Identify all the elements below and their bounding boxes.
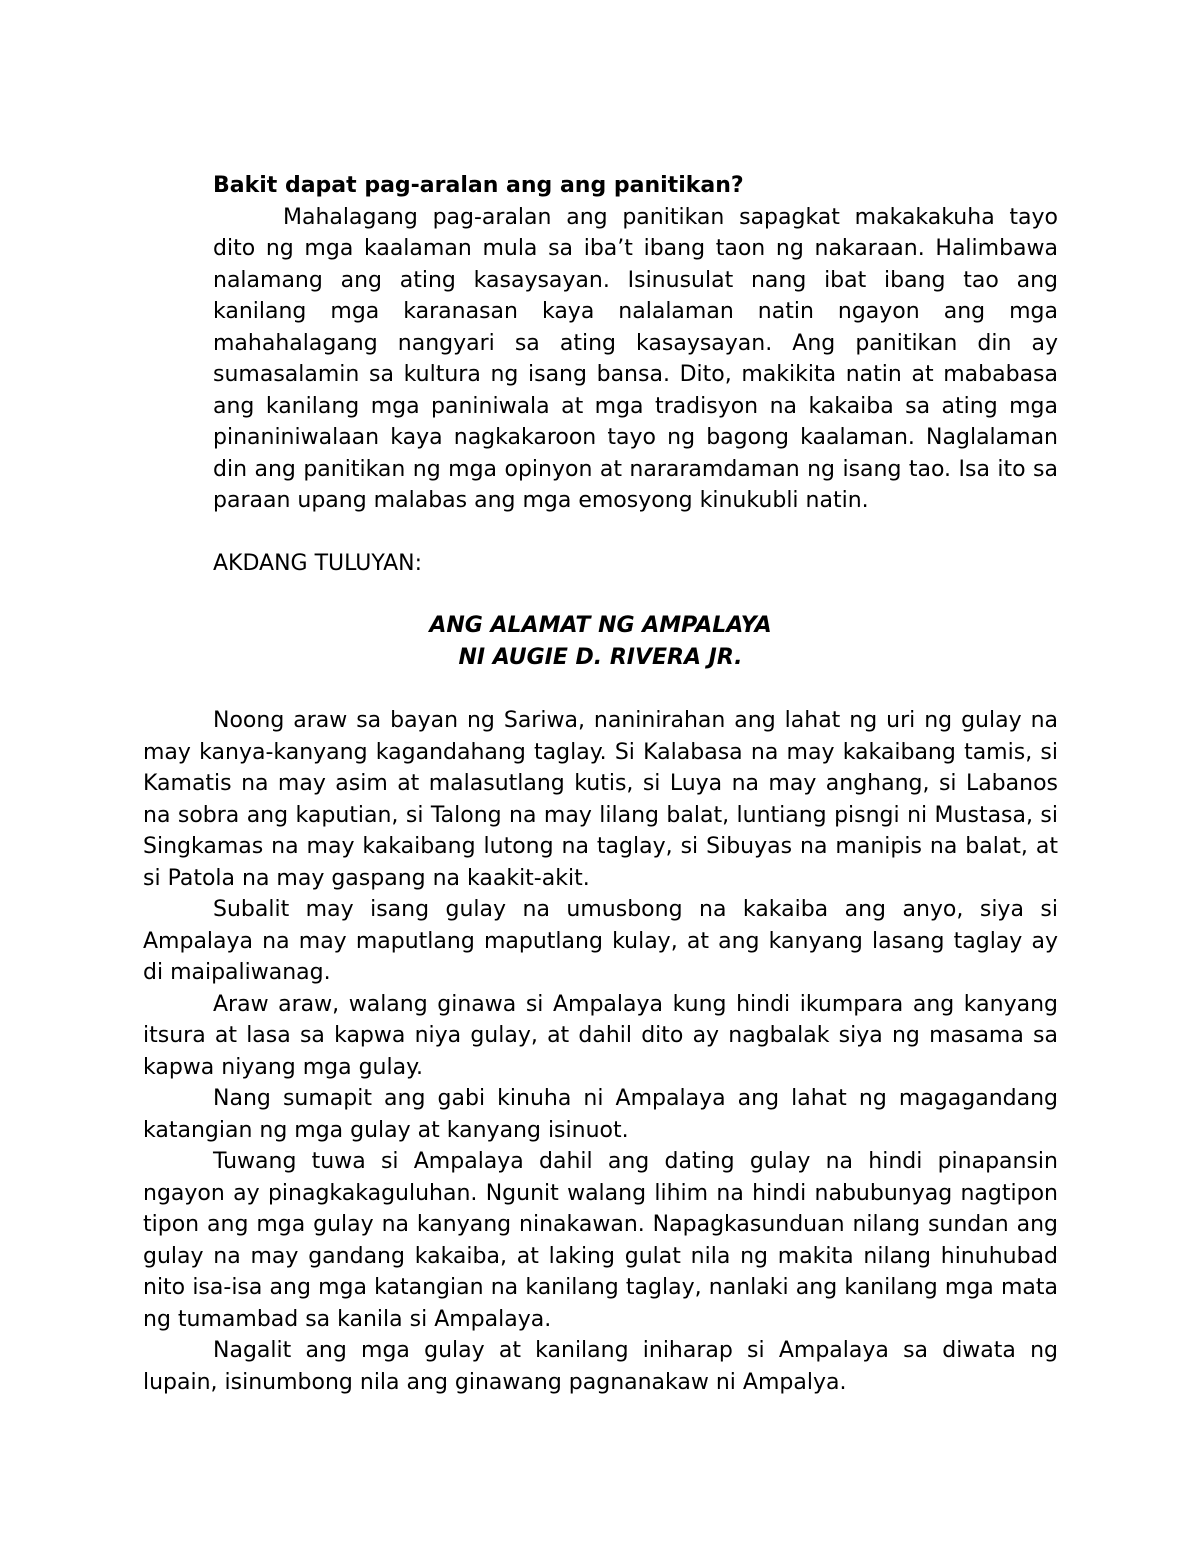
story-title-block	[143, 610, 1058, 673]
story-paragraph: Nang sumapit ang gabi kinuha ni Ampalaya ang lahat ng magagandang katangian ng mga gulay at kanyang isinuot.	[143, 1086, 1058, 1143]
story-paragraph: Subalit may isang gulay na umusbong na kakaiba ang anyo, siya si Ampalaya na may maputlang maputlang kulay, at ang kanyang lasang taglay ay di maipaliwanag.	[143, 897, 1058, 985]
story-paragraph: Tuwang tuwa si Ampalaya dahil ang dating gulay na hindi pinapansin ngayon ay pinagkakaguluhan. Ngunit walang lihim na hindi nabubunyag nagtipon tipon ang mga gulay na kanyang ninakawan. Napagkasunduan nilang sundan ang gulay na may gandang kakaiba, at laking gulat nila ng makita nilang hinuhubad nito isa-isa ang mga katangian na kanilang taglay, nanlaki ang kanilang mga mata ng tumambad sa kanila si Ampalaya.	[143, 1149, 1058, 1332]
intro-section	[213, 170, 1058, 580]
story-author: NI AUGIE D. RIVERA JR.	[458, 644, 743, 670]
akdang-tuluyan-label: AKDANG TULUYAN:	[213, 551, 423, 576]
story-paragraph: Nagalit ang mga gulay at kanilang iniharap si Ampalaya sa diwata ng lupain, isinumbong nila ang ginawang pagnanakaw ni Ampalya.	[143, 1338, 1058, 1395]
intro-paragraph: Mahalagang pag-aralan ang panitikan sapagkat makakakuha tayo dito ng mga kaalaman mula sa iba’t ibang taon ng nakaraan. Halimbawa nalamang ang ating kasaysayan. Isinusulat nang ibat ibang tao ang kanilang mga karanasan kaya nalalaman natin ngayon ang mga mahahalagang nangyari sa ating kasaysayan. Ang panitikan din ay sumasalamin sa kultura ng isang bansa. Dito, makikita natin at mababasa ang kanilang mga paniniwala at mga tradisyon na kakaiba sa ating mga pinaniniwalaan kaya nagkakaroon tayo ng bagong kaalaman. Naglalaman din ang panitikan ng mga opinyon at nararamdaman ng isang tao. Isa ito sa paraan upang malabas ang mga emosyong kinukubli natin.	[213, 204, 1058, 513]
section-heading: Bakit dapat pag-aralan ang ang panitikan?	[213, 173, 744, 198]
story-body	[143, 705, 1058, 1398]
story-paragraph: Araw araw, walang ginawa si Ampalaya kung hindi ikumpara ang kanyang itsura at lasa sa kapwa niya gulay, at dahil dito ay nagbalak siya ng masama sa kapwa niyang mga gulay.	[143, 991, 1058, 1080]
story-title: ANG ALAMAT NG AMPALAYA	[429, 613, 772, 638]
story-paragraph: Noong araw sa bayan ng Sariwa, naninirahan ang lahat ng uri ng gulay na may kanya-kanyang kagandahang taglay. Si Kalabasa na may kakaibang tamis, si Kamatis na may asim at malasutlang kutis, si Luya na may anghang, si Labanos na sobra ang kaputian, si Talong na may lilang balat, luntiang pisngi ni Mustasa, si Singkamas na may kakaibang lutong na taglay, si Sibuyas na manipis na balat, at si Patola na may gaspang na kaakit-akit.	[143, 708, 1058, 891]
